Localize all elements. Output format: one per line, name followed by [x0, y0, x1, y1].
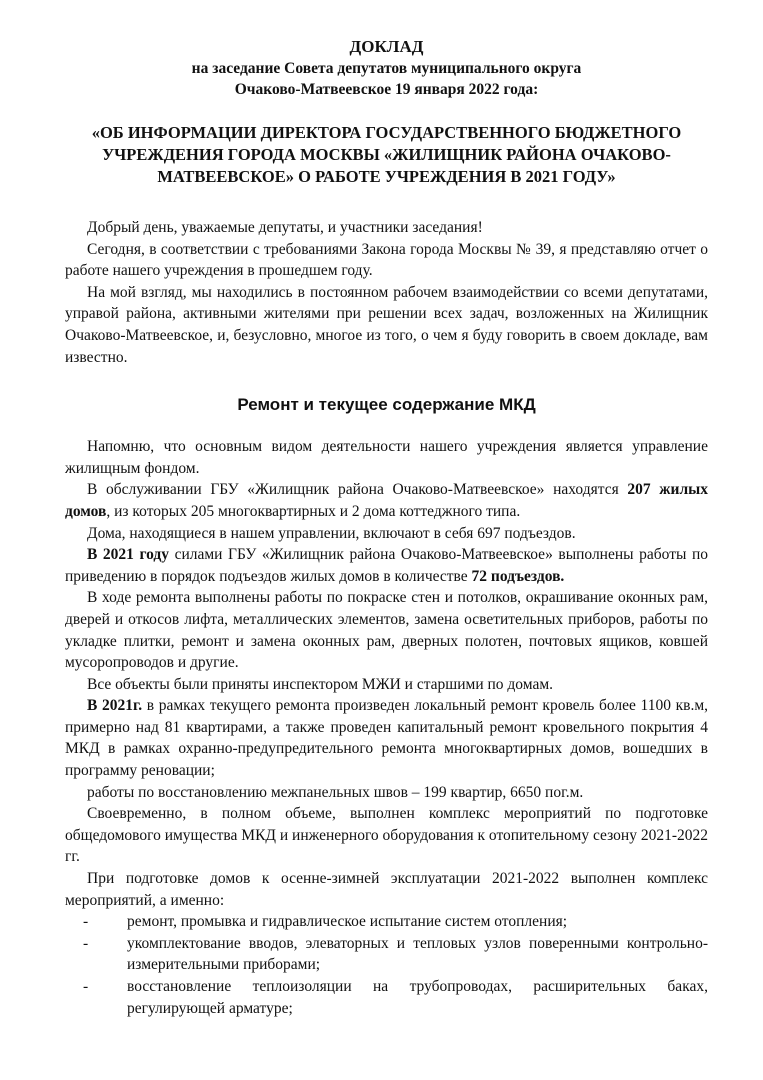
- list-item: [65, 933, 708, 976]
- document-date: Очаково-Матвеевское 19 января 2022 года:: [234, 81, 539, 98]
- intro-greeting: Добрый день, уважаемые депутаты, и участники заседания!: [87, 219, 483, 236]
- list-item-text: укомплектование вводов, элеваторных и тепловых узлов поверенными контрольно-измерительными приборами;: [127, 934, 708, 974]
- section-paragraph: Своевременно, в полном объеме, выполнен комплекс мероприятий по подготовке общедомового имущества МКД и инженерного оборудования к отопительному сезону 2021-2022 гг.: [65, 805, 708, 866]
- section-paragraph: работы по восстановлению межпанельных швов – 199 квартир, 6650 пог.м.: [87, 783, 584, 801]
- bold-run: В 2021г.: [87, 697, 143, 715]
- list-item-text: ремонт, промывка и гидравлическое испытание систем отопления;: [127, 913, 568, 931]
- intro-paragraph: Сегодня, в соответствии с требованиями Закона города Москвы № 39, я представляю отчет о работе нашего учреждения в прошедшем году.: [65, 240, 708, 280]
- dash-marker: -: [83, 913, 89, 931]
- text-run: в рамках текущего ремонта произведен локальный ремонт кровель более 1100 кв.м, примерно над 81 квартирами, а также проведен капитальный ремонт кровельного покрытия 4 МКД в рамках охранно-предупредительного ремонта многоквартирных домов, вошедших в программу реновации;: [65, 697, 708, 780]
- section-paragraph: [65, 695, 708, 781]
- section-paragraph: [65, 544, 708, 587]
- dash-marker: -: [83, 934, 89, 952]
- text-run: В обслуживании ГБУ «Жилищник района Очаково-Матвеевское» находятся: [87, 481, 628, 499]
- bold-run: В 2021 году: [87, 546, 170, 564]
- list-item: [65, 976, 708, 1019]
- list-item: [65, 911, 708, 933]
- section-body: [65, 436, 708, 1019]
- section-paragraph: Напомню, что основным видом деятельности нашего учреждения является управление жилищным фондом.: [65, 438, 708, 477]
- text-run: силами ГБУ «Жилищник района Очаково-Матвеевское» выполнены работы по приведению в порядок подъездов жилых домов в количестве: [65, 546, 708, 585]
- bold-run: 207 жилых домов: [65, 481, 709, 520]
- section-paragraph: Все объекты были приняты инспектором МЖИ и старшими по домам.: [87, 675, 554, 693]
- measures-list: [65, 911, 708, 1019]
- section-paragraph: При подготовке домов к осенне-зимней эксплуатации 2021-2022 выполнен комплекс мероприятий, а именно:: [65, 870, 708, 909]
- report-subject: «ОБ ИНФОРМАЦИИ ДИРЕКТОРА ГОСУДАРСТВЕННОГО БЮДЖЕТНОГО УЧРЕЖДЕНИЯ ГОРОДА МОСКВЫ «ЖИЛИЩНИК РАЙОНА ОЧАКОВО-МАТВЕЕВСКОЕ» О РАБОТЕ УЧРЕЖДЕНИЯ В 2021 ГОДУ»: [91, 123, 682, 186]
- section-paragraph: Дома, находящиеся в нашем управлении, включают в себя 697 подъездов.: [87, 524, 576, 542]
- section-paragraph: В ходе ремонта выполнены работы по покраске стен и потолков, окрашивание оконных рам, дверей и откосов лифта, металлических элементов, замена осветительных приборов, работы по укладке плитки, ремонт и замена оконных рам, дверных полотен, почтовых ящиков, ковшей мусоропроводов и другие.: [65, 589, 708, 672]
- list-item-text: восстановление теплоизоляции на трубопроводах, расширительных баках, регулирующей арматуре;: [127, 978, 708, 1017]
- bold-run: 72 подъездов.: [471, 567, 565, 585]
- document-header: [65, 36, 708, 100]
- document-venue: на заседание Совета депутатов муниципального округа: [191, 60, 582, 77]
- intro-paragraph: На мой взгляд, мы находились в постоянном рабочем взаимодействии со всеми депутатами, управой района, активными жителями при решении всех задач, возложенных на Жилищник Очаково-Матвеевское, и, безусловно, многое из того, о чем я буду говорить в своем докладе, вам известно.: [65, 283, 708, 366]
- dash-marker: -: [83, 978, 89, 995]
- intro-block: [65, 217, 708, 368]
- text-run: , из которых 205 многоквартирных и 2 дома коттеджного типа.: [106, 502, 521, 520]
- section-heading: Ремонт и текущее содержание МКД: [237, 395, 536, 415]
- section-paragraph: [65, 479, 708, 522]
- document-title: ДОКЛАД: [349, 37, 424, 56]
